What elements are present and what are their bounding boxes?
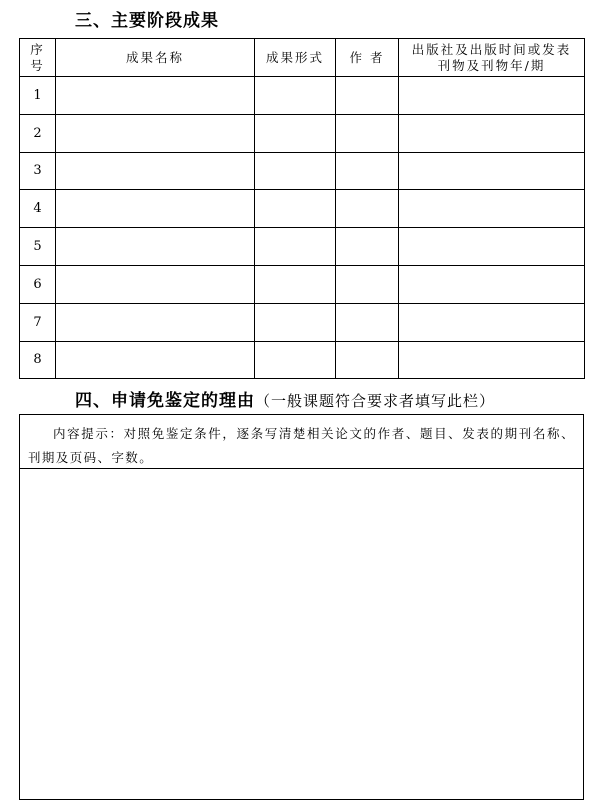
result-name-cell[interactable]: [56, 114, 255, 152]
author-cell[interactable]: [336, 152, 399, 190]
header-publisher-line2: 刊物及刊物年/期: [437, 57, 546, 73]
table-row: [20, 228, 585, 266]
section-4-title: [75, 386, 495, 411]
row-number: 7: [20, 303, 56, 341]
author-cell[interactable]: [336, 228, 399, 266]
header-result-form: 成果形式: [255, 39, 336, 77]
row-number: 8: [20, 341, 56, 379]
header-author: 作 者: [336, 39, 399, 77]
result-name-cell[interactable]: [56, 303, 255, 341]
table-row: [20, 114, 585, 152]
result-form-cell[interactable]: [255, 152, 336, 190]
header-serial-line1: 序: [30, 41, 45, 57]
section-3-title: 三、主要阶段成果: [75, 11, 219, 31]
result-name-cell[interactable]: [56, 265, 255, 303]
author-cell[interactable]: [336, 341, 399, 379]
header-publisher-line1: 出版社及出版时间或发表: [411, 41, 572, 57]
author-cell[interactable]: [336, 265, 399, 303]
table-row: [20, 303, 585, 341]
publisher-cell[interactable]: [399, 190, 585, 228]
row-number: 1: [20, 77, 56, 115]
table-row: [20, 265, 585, 303]
result-form-cell[interactable]: [255, 190, 336, 228]
author-cell[interactable]: [336, 114, 399, 152]
publisher-cell[interactable]: [399, 114, 585, 152]
table-row: [20, 152, 585, 190]
header-result-name: 成果名称: [56, 39, 255, 77]
result-form-cell[interactable]: [255, 228, 336, 266]
content-hint: 内容提示：对照免鉴定条件，逐条写清楚相关论文的作者、题目、发表的期刊名称、刊期及页码、字数。: [20, 415, 583, 469]
result-name-cell[interactable]: [56, 77, 255, 115]
publisher-cell[interactable]: [399, 341, 585, 379]
result-name-cell[interactable]: [56, 152, 255, 190]
author-cell[interactable]: [336, 303, 399, 341]
header-publisher: [399, 39, 585, 77]
result-name-cell[interactable]: [56, 190, 255, 228]
result-form-cell[interactable]: [255, 341, 336, 379]
publisher-cell[interactable]: [399, 265, 585, 303]
results-table: [19, 38, 585, 379]
header-serial-line2: 号: [30, 57, 45, 73]
row-number: 4: [20, 190, 56, 228]
result-form-cell[interactable]: [255, 77, 336, 115]
publisher-cell[interactable]: [399, 152, 585, 190]
result-form-cell[interactable]: [255, 114, 336, 152]
section-4-title-note: （一般课题符合要求者填写此栏）: [255, 392, 496, 410]
table-header-row: [20, 39, 585, 77]
row-number: 2: [20, 114, 56, 152]
section-4-title-text: 四、申请免鉴定的理由: [75, 391, 255, 411]
header-serial-number: [20, 39, 56, 77]
exemption-reason-box: [19, 414, 584, 800]
row-number: 6: [20, 265, 56, 303]
table-row: [20, 341, 585, 379]
row-number: 5: [20, 228, 56, 266]
result-form-cell[interactable]: [255, 303, 336, 341]
result-name-cell[interactable]: [56, 341, 255, 379]
row-number: 3: [20, 152, 56, 190]
table-row: [20, 190, 585, 228]
result-name-cell[interactable]: [56, 228, 255, 266]
publisher-cell[interactable]: [399, 228, 585, 266]
publisher-cell[interactable]: [399, 303, 585, 341]
table-row: [20, 77, 585, 115]
result-form-cell[interactable]: [255, 265, 336, 303]
author-cell[interactable]: [336, 77, 399, 115]
publisher-cell[interactable]: [399, 77, 585, 115]
author-cell[interactable]: [336, 190, 399, 228]
